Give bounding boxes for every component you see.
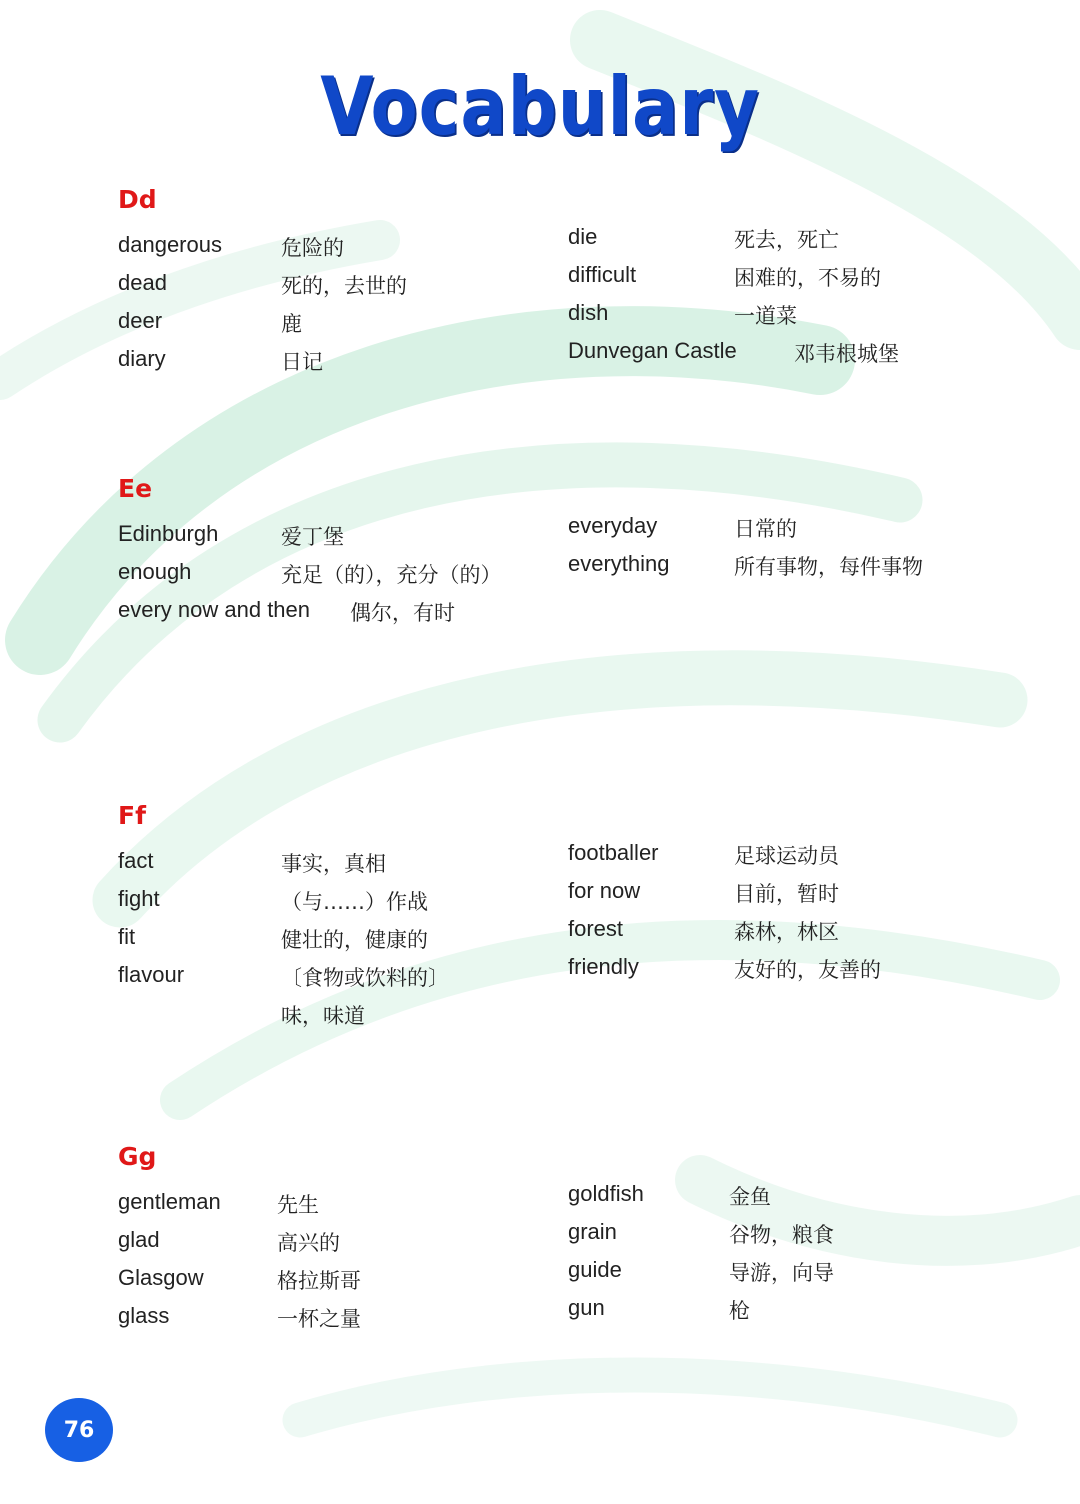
vocab-word: goldfish — [568, 1181, 644, 1206]
vocab-entry — [568, 1181, 988, 1219]
vocab-word: friendly — [568, 954, 639, 979]
section-g-left-column — [118, 1189, 538, 1341]
vocab-entry — [568, 300, 988, 338]
vocab-word: difficult — [568, 262, 637, 287]
vocab-word: gun — [568, 1295, 605, 1320]
vocab-entry — [118, 597, 538, 635]
vocab-meaning: 爱丁堡 — [281, 525, 344, 549]
section-letter-e: Ee — [118, 474, 153, 503]
vocab-word: forest — [568, 916, 624, 941]
vocab-entry — [568, 954, 988, 992]
vocab-word: Edinburgh — [118, 521, 219, 546]
vocab-meaning: 一道菜 — [734, 304, 797, 328]
vocab-entry — [568, 262, 988, 300]
vocab-meaning: 偶尔，有时 — [350, 601, 455, 625]
vocab-entry — [568, 513, 988, 551]
vocab-word: guide — [568, 1257, 622, 1282]
vocab-word: every now and then — [118, 597, 311, 622]
vocab-meaning: 目前，暂时 — [734, 882, 839, 906]
vocab-word: fit — [118, 924, 136, 949]
vocab-word: for now — [568, 878, 641, 903]
vocab-entry — [118, 521, 538, 559]
vocab-meaning: 谷物，粮食 — [729, 1223, 834, 1247]
vocab-word: die — [568, 224, 598, 249]
vocab-meaning: 味，味道 — [281, 1004, 365, 1028]
vocab-meaning: 死去，死亡 — [734, 228, 839, 252]
vocab-meaning: 鹿 — [281, 312, 302, 336]
vocab-meaning: 邓韦根城堡 — [794, 342, 899, 366]
section-f-right-column — [568, 840, 988, 992]
vocab-word: everything — [568, 551, 670, 576]
vocab-word: diary — [118, 346, 166, 371]
vocab-word: glass — [118, 1303, 170, 1328]
vocab-entry — [118, 1227, 538, 1265]
vocab-word: fight — [118, 886, 160, 911]
vocab-word: Glasgow — [118, 1265, 204, 1290]
vocab-meaning: 所有事物，每件事物 — [734, 555, 923, 579]
vocab-word: flavour — [118, 962, 185, 987]
vocab-entry — [118, 270, 518, 308]
vocab-word: enough — [118, 559, 192, 584]
vocab-entry — [118, 232, 518, 270]
vocab-meaning: 日常的 — [734, 517, 797, 541]
vocab-entry — [118, 559, 538, 597]
vocab-entry — [118, 1189, 538, 1227]
vocab-entry — [568, 840, 988, 878]
vocab-entry — [118, 1265, 538, 1303]
page-number-badge: 76 — [45, 1398, 113, 1462]
vocab-entry — [568, 1295, 988, 1333]
section-e-right-column — [568, 513, 988, 589]
vocab-entry — [118, 1000, 538, 1038]
vocab-meaning: 死的，去世的 — [281, 274, 407, 298]
vocab-meaning: 先生 — [277, 1193, 319, 1217]
vocab-word: dish — [568, 300, 609, 325]
vocab-entry — [568, 1257, 988, 1295]
vocab-meaning: 日记 — [281, 350, 323, 374]
vocab-entry — [568, 551, 988, 589]
vocab-meaning: 危险的 — [281, 236, 344, 260]
vocab-entry — [118, 1303, 538, 1341]
vocab-word: dangerous — [118, 232, 222, 257]
vocab-entry — [118, 962, 538, 1000]
vocab-meaning: 充足（的），充分（的） — [281, 563, 502, 587]
vocab-word: footballer — [568, 840, 659, 865]
vocab-entry — [118, 346, 518, 384]
section-e-left-column — [118, 521, 538, 635]
vocab-meaning: 导游，向导 — [729, 1261, 834, 1285]
vocab-entry — [118, 886, 538, 924]
vocab-entry — [568, 224, 988, 262]
vocab-meaning: 金鱼 — [729, 1185, 771, 1209]
vocab-entry — [118, 308, 518, 346]
vocab-entry — [118, 924, 538, 962]
section-letter-f: Ff — [118, 801, 146, 830]
vocab-meaning: 事实，真相 — [281, 852, 386, 876]
vocab-entry — [568, 916, 988, 954]
vocab-entry — [118, 848, 538, 886]
vocab-word: dead — [118, 270, 167, 295]
vocab-word: glad — [118, 1227, 160, 1252]
vocab-meaning: 高兴的 — [277, 1231, 340, 1255]
vocab-entry — [568, 1219, 988, 1257]
vocab-meaning: （与……）作战 — [281, 890, 428, 914]
vocab-meaning: 枪 — [729, 1299, 750, 1323]
vocab-entry — [568, 338, 988, 376]
page-title: Vocabulary — [320, 60, 760, 153]
vocab-meaning: 足球运动员 — [734, 844, 839, 868]
vocab-word: Dunvegan Castle — [568, 338, 737, 363]
section-d-right-column — [568, 224, 988, 376]
section-f-left-column — [118, 848, 538, 1038]
section-letter-g: Gg — [118, 1142, 157, 1171]
vocab-meaning: 友好的，友善的 — [734, 958, 881, 982]
vocab-word: grain — [568, 1219, 617, 1244]
vocab-meaning: 森林，林区 — [734, 920, 839, 944]
vocab-meaning: 健壮的，健康的 — [281, 928, 428, 952]
vocab-entry — [568, 878, 988, 916]
vocab-meaning: 〔食物或饮料的〕 — [281, 966, 449, 990]
section-d-left-column — [118, 232, 518, 384]
section-g-right-column — [568, 1181, 988, 1333]
vocab-meaning: 一杯之量 — [277, 1307, 361, 1331]
vocab-word: everyday — [568, 513, 658, 538]
vocab-word: fact — [118, 848, 154, 873]
vocab-meaning: 困难的，不易的 — [734, 266, 881, 290]
section-letter-d: Dd — [118, 185, 157, 214]
vocab-word: gentleman — [118, 1189, 221, 1214]
vocab-meaning: 格拉斯哥 — [277, 1269, 361, 1293]
vocab-word: deer — [118, 308, 163, 333]
